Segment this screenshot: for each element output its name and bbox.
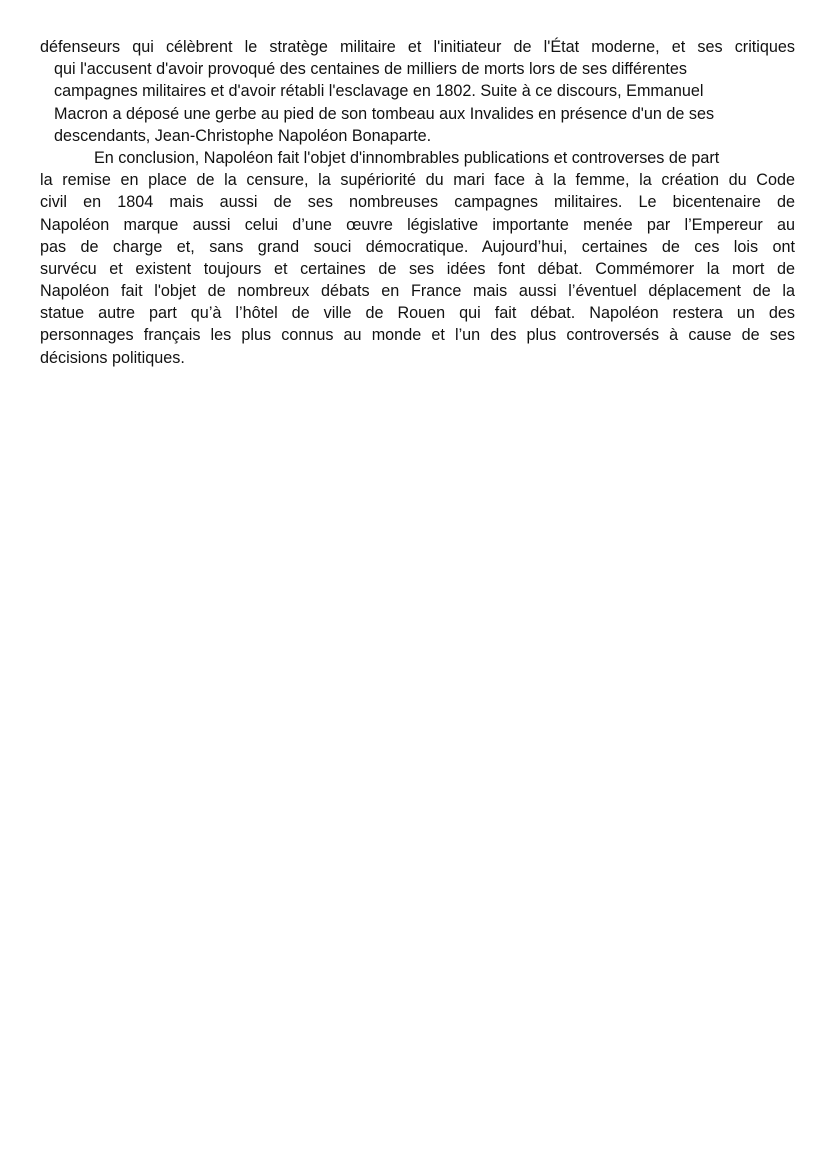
paragraph-line: En conclusion, Napoléon fait l'objet d'innombrables publications et controverses de part (94, 148, 720, 167)
paragraph-line: Macron a déposé une gerbe au pied de son tombeau aux Invalides en présence d'un de ses (54, 104, 715, 123)
paragraph-line: défenseurs qui célèbrent le stratège militaire et l'initiateur de l'État moderne, et ses critiques (40, 38, 795, 56)
paragraph-line: décisions politiques. (40, 348, 185, 367)
paragraph-line: personnages français les plus connus au monde et l’un des plus controversés à cause de ses (40, 326, 795, 345)
paragraph-line: la remise en place de la censure, la supériorité du mari face à la femme, la création du Code (40, 171, 795, 190)
paragraph-2 (40, 147, 795, 369)
paragraph-line: descendants, Jean-Christophe Napoléon Bonaparte. (54, 126, 432, 145)
document-body (40, 36, 795, 369)
paragraph-line: qui l'accusent d'avoir provoqué des centaines de milliers de morts lors de ses différentes (54, 60, 688, 79)
paragraph-line: pas de charge et, sans grand souci démocratique. Aujourd’hui, certaines de ces lois ont (40, 237, 795, 256)
paragraph-line: statue autre part qu’à l’hôtel de ville de Rouen qui fait débat. Napoléon restera un des (40, 304, 795, 323)
paragraph-line: Napoléon marque aussi celui d’une œuvre législative importante menée par l’Empereur au (40, 215, 795, 234)
paragraph-line: civil en 1804 mais aussi de ses nombreuses campagnes militaires. Le bicentenaire de (40, 193, 795, 212)
paragraph-line: Napoléon fait l'objet de nombreux débats en France mais aussi l’éventuel déplacement de la (40, 282, 795, 301)
paragraph-1 (40, 36, 795, 147)
paragraph-line: campagnes militaires et d'avoir rétabli l'esclavage en 1802. Suite à ce discours, Emmanuel (54, 82, 704, 101)
paragraph-line: survécu et existent toujours et certaines de ses idées font débat. Commémorer la mort de (40, 259, 795, 278)
